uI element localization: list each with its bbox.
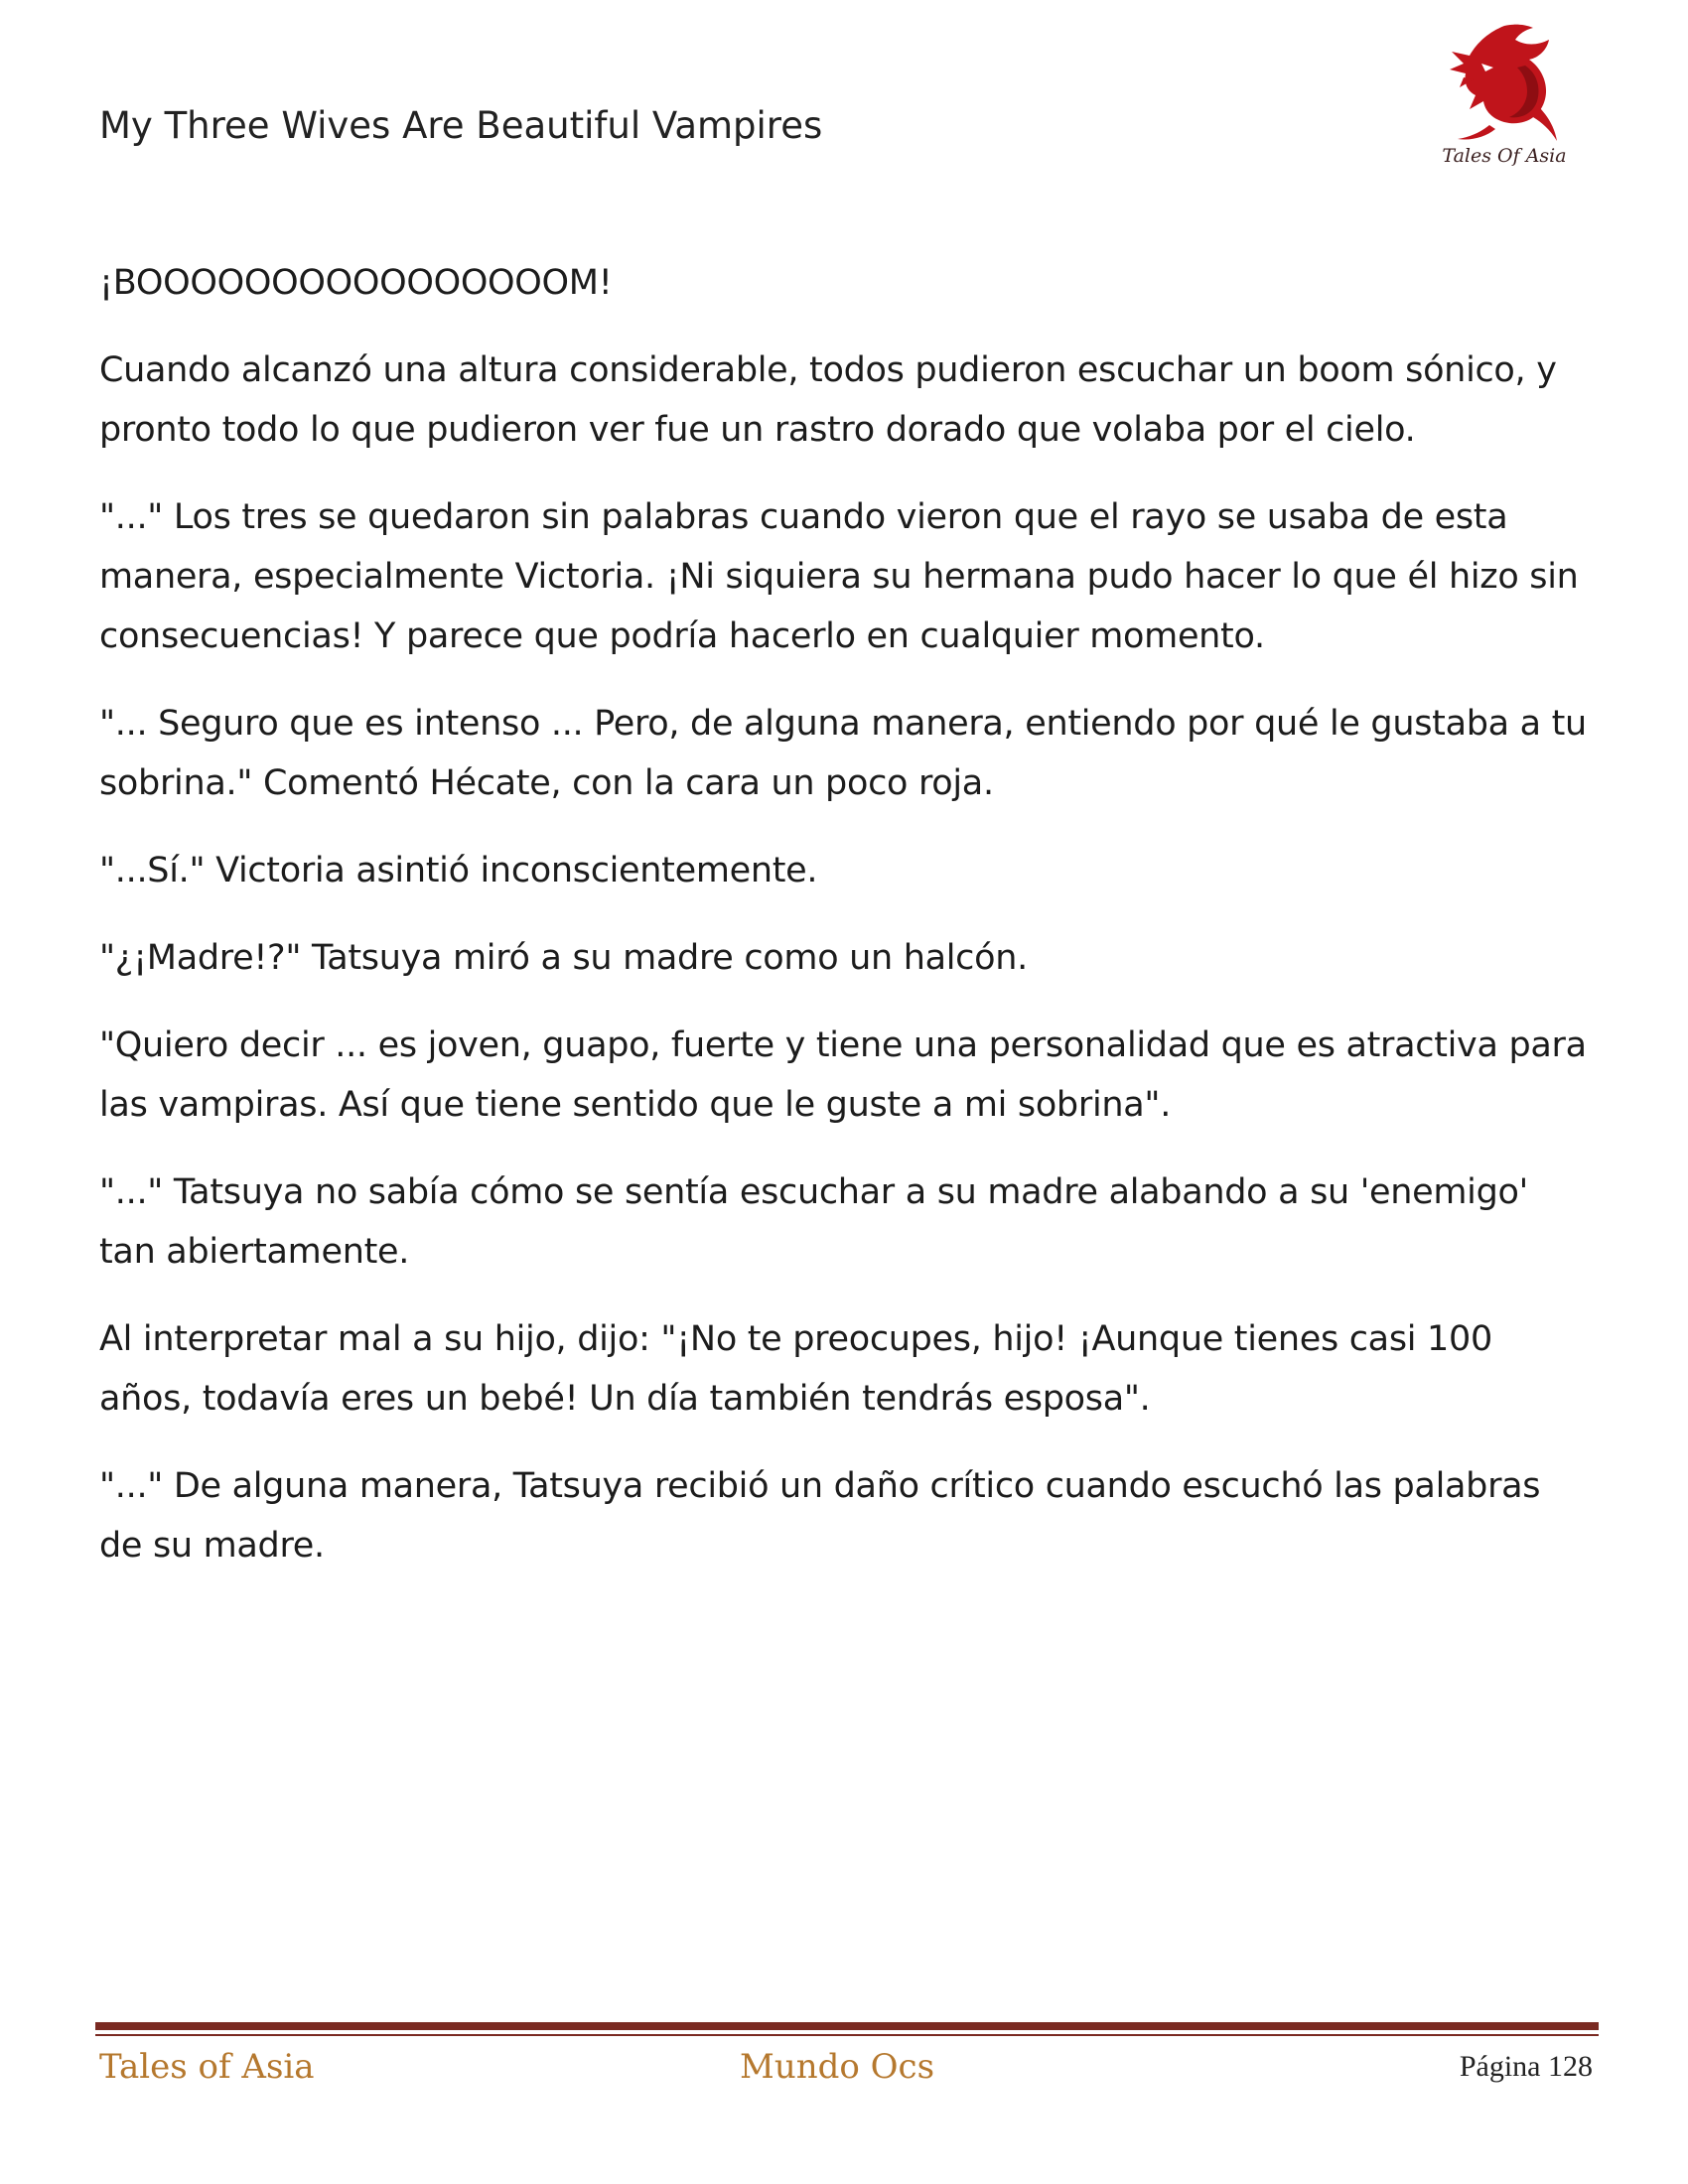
red-dragon-icon <box>1430 18 1579 147</box>
paragraph: "..." De alguna manera, Tatsuya recibió un daño crítico cuando escuchó las palabras de su madre. <box>99 1466 1541 1566</box>
paragraph: "¿¡Madre!?" Tatsuya miró a su madre como un halcón. <box>99 938 1028 978</box>
paragraph: Al interpretar mal a su hijo, dijo: "¡No te preocupes, hijo! ¡Aunque tienes casi 100 años, todavía eres un bebé! Un día también tendrás esposa". <box>99 1319 1492 1419</box>
paragraph: "...Sí." Victoria asintió inconscientemente. <box>99 851 818 890</box>
paragraph: "..." Los tres se quedaron sin palabras cuando vieron que el rayo se usaba de esta manera, especialmente Victoria. ¡Ni siquiera su hermana pudo hacer lo que él hizo sin consecuencias! Y parece que podría hacerlo en cualquier momento. <box>99 497 1579 656</box>
footer-site-name: Tales of Asia <box>99 2047 315 2087</box>
tales-of-asia-logo <box>1430 18 1579 182</box>
paragraph: "..." Tatsuya no sabía cómo se sentía escuchar a su madre alabando a su 'enemigo' tan abiertamente. <box>99 1172 1528 1272</box>
book-title: My Three Wives Are Beautiful Vampires <box>99 104 823 147</box>
footer-divider <box>95 2022 1599 2030</box>
footer-section-name: Mundo Ocs <box>740 2047 935 2087</box>
paragraph: "... Seguro que es intenso ... Pero, de alguna manera, entiendo por qué le gustaba a tu sobrina." Comentó Hécate, con la cara un poco roja. <box>99 704 1587 803</box>
paragraph: ¡BOOOOOOOOOOOOOOOOM! <box>99 263 613 303</box>
footer-divider-thin <box>95 2034 1599 2036</box>
paragraph: Cuando alcanzó una altura considerable, todos pudieron escuchar un boom sónico, y pronto todo lo que pudieron ver fue un rastro dorado que volaba por el cielo. <box>99 350 1557 450</box>
paragraph: "Quiero decir ... es joven, guapo, fuerte y tiene una personalidad que es atractiva para las vampiras. Así que tiene sentido que le guste a mi sobrina". <box>99 1025 1587 1125</box>
page-number: Página 128 <box>1459 2050 1593 2083</box>
logo-text: Tales Of Asia <box>1442 145 1567 167</box>
chapter-body <box>99 253 1589 1603</box>
